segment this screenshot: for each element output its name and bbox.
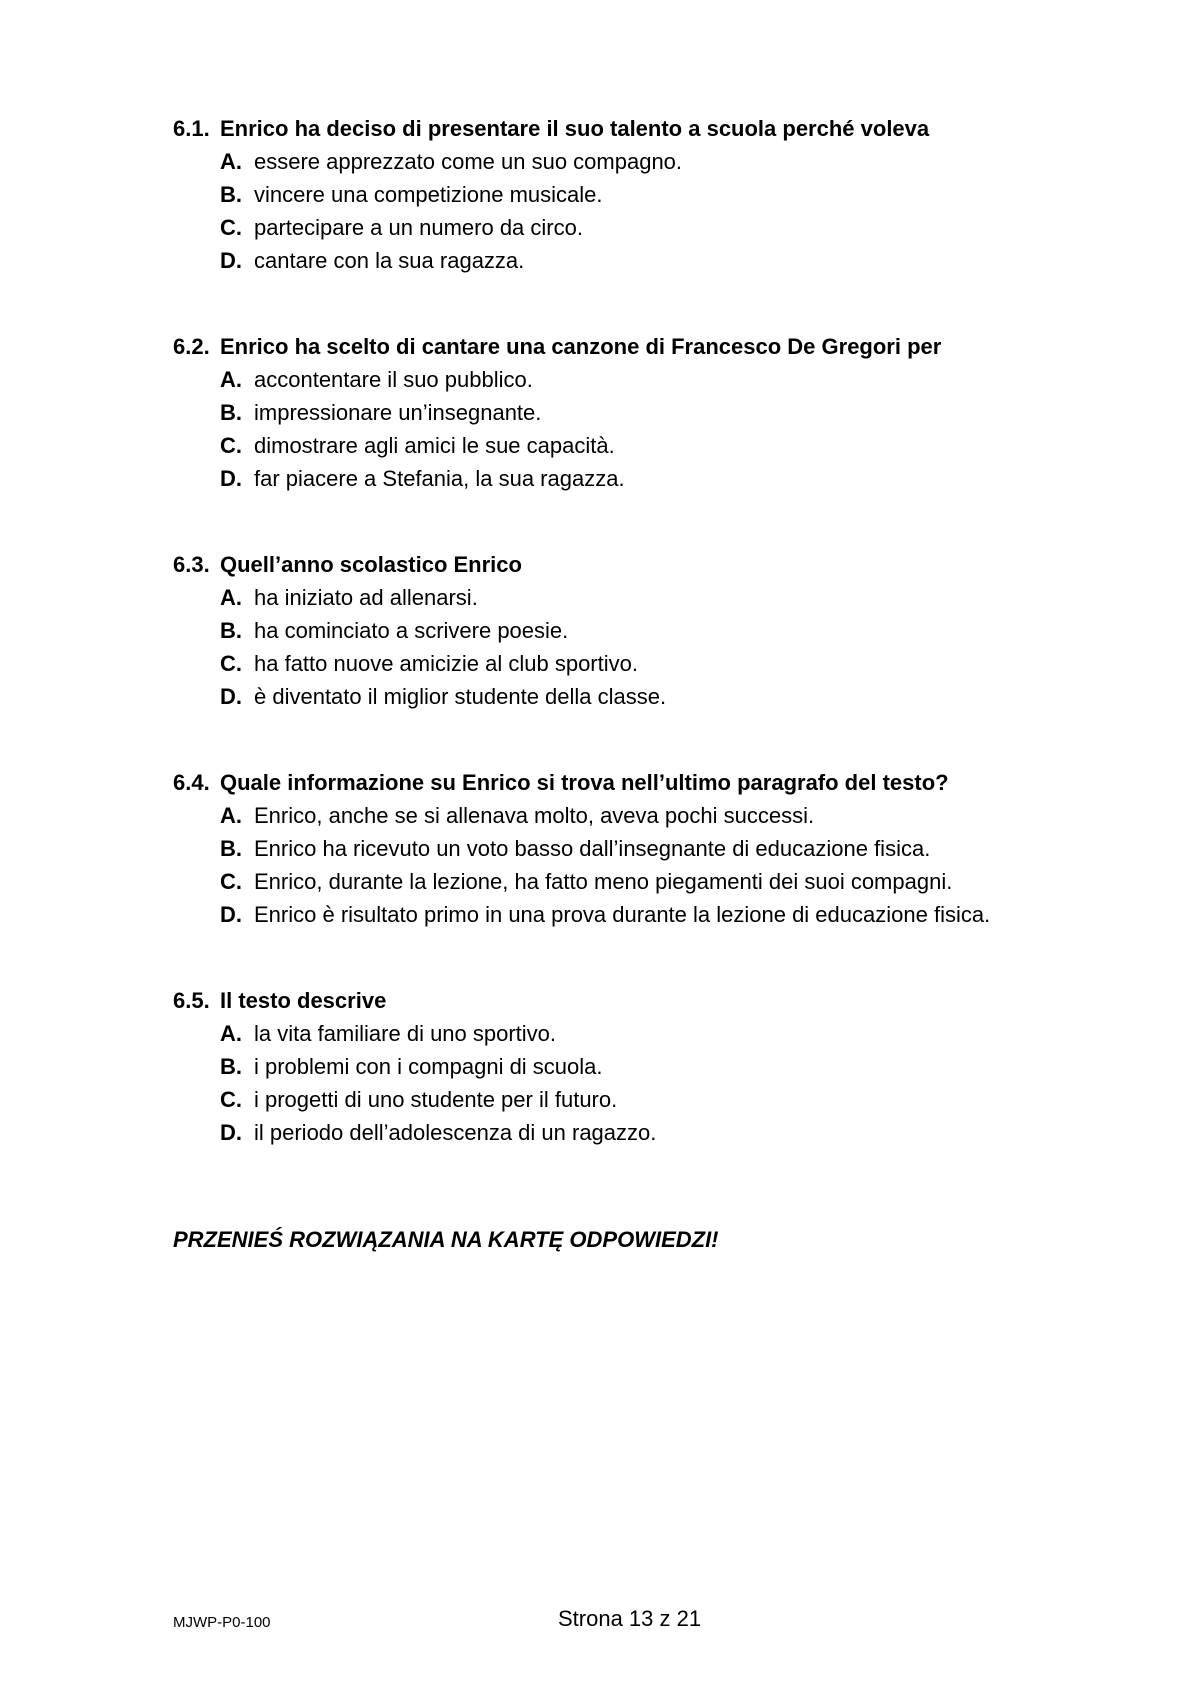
question-text: Enrico ha deciso di presentare il suo talento a scuola perché voleva [220, 116, 930, 141]
answer-options [173, 145, 1133, 277]
answer-option-b [173, 396, 1133, 429]
option-letter: A. [220, 367, 242, 392]
option-text: ha fatto nuove amicizie al club sportivo. [254, 651, 638, 676]
answer-option-d [173, 462, 1133, 495]
answer-option-a [173, 581, 1133, 614]
option-text: ha iniziato ad allenarsi. [254, 585, 478, 610]
question-number: 6.5. [173, 988, 210, 1013]
option-letter: C. [220, 651, 242, 676]
answer-options [173, 1017, 1133, 1149]
question-number: 6.3. [173, 552, 210, 577]
answer-option-b [173, 614, 1133, 647]
option-letter: B. [220, 400, 242, 425]
option-text: i progetti di uno studente per il futuro. [254, 1087, 618, 1112]
answer-option-a [173, 363, 1133, 396]
option-text: ha cominciato a scrivere poesie. [254, 618, 569, 643]
question-number: 6.2. [173, 334, 210, 359]
answer-option-c [173, 1083, 1133, 1116]
option-letter: A. [220, 585, 242, 610]
answer-option-b [173, 832, 1133, 865]
question-number: 6.1. [173, 116, 210, 141]
option-text: la vita familiare di uno sportivo. [254, 1021, 557, 1046]
transfer-answers-instruction: PRZENIEŚ ROZWIĄZANIA NA KARTĘ ODPOWIEDZI! [173, 1227, 719, 1252]
option-text: Enrico ha ricevuto un voto basso dall’insegnante di educazione fisica. [254, 836, 931, 861]
answer-option-a [173, 145, 1133, 178]
option-text: è diventato il miglior studente della classe. [254, 684, 667, 709]
answer-options [173, 363, 1133, 495]
option-text: cantare con la sua ragazza. [254, 248, 525, 273]
answer-option-d [173, 680, 1133, 713]
question-6-1 [173, 112, 1133, 277]
option-letter: A. [220, 1021, 242, 1046]
question-title [173, 112, 1133, 145]
question-number: 6.4. [173, 770, 210, 795]
answer-option-c [173, 647, 1133, 680]
question-title [173, 766, 1133, 799]
question-text: Quell’anno scolastico Enrico [220, 552, 522, 577]
option-letter: B. [220, 182, 242, 207]
question-title [173, 548, 1133, 581]
option-text: far piacere a Stefania, la sua ragazza. [254, 466, 625, 491]
answer-option-d [173, 898, 1133, 931]
option-letter: C. [220, 215, 242, 240]
answer-option-a [173, 1017, 1133, 1050]
option-text: partecipare a un numero da circo. [254, 215, 583, 240]
option-text: accontentare il suo pubblico. [254, 367, 533, 392]
option-letter: C. [220, 869, 242, 894]
answer-option-d [173, 244, 1133, 277]
question-text: Quale informazione su Enrico si trova nell’ultimo paragrafo del testo? [220, 770, 949, 795]
question-6-5 [173, 984, 1133, 1149]
option-letter: D. [220, 1120, 242, 1145]
answer-option-a [173, 799, 1133, 832]
option-text: impressionare un’insegnante. [254, 400, 542, 425]
option-letter: D. [220, 466, 242, 491]
option-text: Enrico è risultato primo in una prova durante la lezione di educazione fisica. [254, 902, 991, 927]
question-text: Il testo descrive [220, 988, 387, 1013]
option-letter: D. [220, 684, 242, 709]
answer-option-c [173, 429, 1133, 462]
exam-code: MJWP-P0-100 [173, 1614, 271, 1631]
option-text: i problemi con i compagni di scuola. [254, 1054, 603, 1079]
option-text: dimostrare agli amici le sue capacità. [254, 433, 615, 458]
question-6-4 [173, 766, 1133, 931]
question-text: Enrico ha scelto di cantare una canzone di Francesco De Gregori per [220, 334, 942, 359]
answer-option-c [173, 865, 1133, 898]
option-text: il periodo dell’adolescenza di un ragazzo. [254, 1120, 657, 1145]
question-title [173, 984, 1133, 1017]
option-letter: D. [220, 248, 242, 273]
option-letter: C. [220, 1087, 242, 1112]
answer-option-b [173, 1050, 1133, 1083]
page-number: Strona 13 z 21 [558, 1606, 702, 1631]
question-6-3 [173, 548, 1133, 713]
option-letter: B. [220, 618, 242, 643]
option-letter: B. [220, 836, 242, 861]
option-text: vincere una competizione musicale. [254, 182, 603, 207]
option-letter: D. [220, 902, 242, 927]
answer-options [173, 799, 1133, 931]
answer-option-b [173, 178, 1133, 211]
option-letter: A. [220, 149, 242, 174]
option-text: Enrico, durante la lezione, ha fatto meno piegamenti dei suoi compagni. [254, 869, 953, 894]
option-letter: A. [220, 803, 242, 828]
answer-options [173, 581, 1133, 713]
option-letter: C. [220, 433, 242, 458]
option-text: essere apprezzato come un suo compagno. [254, 149, 683, 174]
option-text: Enrico, anche se si allenava molto, aveva pochi successi. [254, 803, 815, 828]
option-letter: B. [220, 1054, 242, 1079]
question-6-2 [173, 330, 1133, 495]
answer-option-c [173, 211, 1133, 244]
answer-option-d [173, 1116, 1133, 1149]
question-title [173, 330, 1133, 363]
